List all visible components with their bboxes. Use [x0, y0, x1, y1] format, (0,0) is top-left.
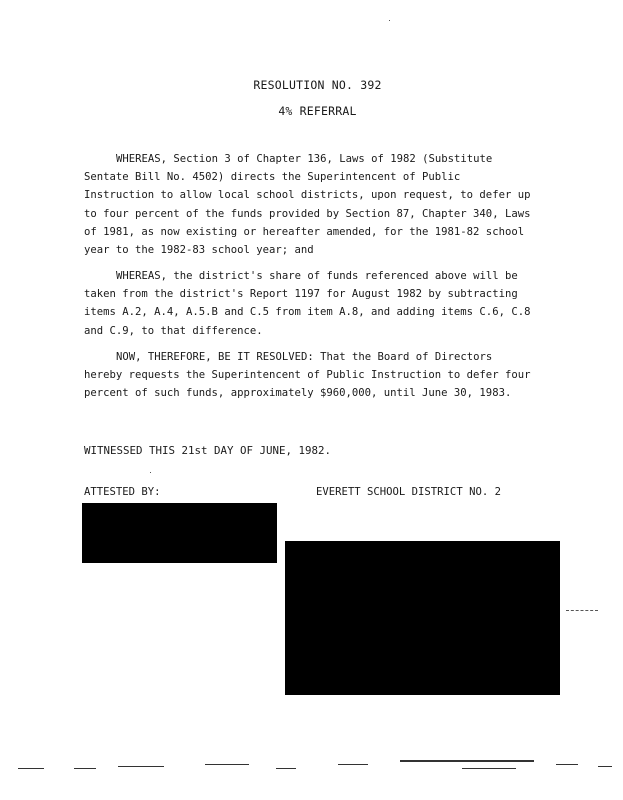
redaction-block-signatures	[285, 541, 560, 695]
paragraph-whereas-2: WHEREAS, the district's share of funds referenced above will be taken from the district's Report 1197 for August 1982 by subtracting items A.2, A.4, A.5.B and C.5 from item A.8, and adding items C.6, C.8 and C.9, to that difference.	[84, 270, 531, 337]
bottom-edge-mark	[18, 768, 44, 769]
bottom-edge-mark	[74, 768, 96, 769]
paragraph-resolved: NOW, THEREFORE, BE IT RESOLVED: That the Board of Directors hereby requests the Superintencent of Public Instruction to defer four percent of such funds, approximately $960,000, until June 30, 1983.	[84, 351, 531, 400]
resolution-title: RESOLUTION NO. 392	[253, 78, 382, 92]
bottom-edge-mark	[205, 764, 249, 765]
bottom-edge-mark	[556, 764, 578, 765]
resolution-subtitle: 4% REFERRAL	[278, 104, 357, 118]
bottom-edge-mark	[338, 764, 368, 765]
redaction-block-attestation	[82, 503, 277, 563]
attested-by-label: ATTESTED BY:	[84, 486, 161, 498]
scan-mark	[566, 610, 598, 611]
scan-speck	[150, 472, 151, 473]
bottom-edge-mark	[400, 760, 534, 762]
witness-line: WITNESSED THIS 21st DAY OF JUNE, 1982.	[84, 444, 332, 457]
scan-speck	[389, 20, 390, 21]
bottom-edge-mark	[462, 768, 516, 769]
paragraph-whereas-1: WHEREAS, Section 3 of Chapter 136, Laws of 1982 (Substitute Sentate Bill No. 4502) directs the Superintencent of Public Instruction to allow local school districts, upon request, to defer up to four percent of the funds provided by Section 87, Chapter 340, Laws of 1981, as now existing or hereafter amended, for the 1981-82 school year to the 1982-83 school year; and	[84, 153, 531, 257]
bottom-edge-mark	[118, 766, 164, 767]
district-name: EVERETT SCHOOL DISTRICT NO. 2	[316, 486, 501, 498]
bottom-edge-mark	[598, 766, 612, 767]
bottom-edge-mark	[276, 768, 296, 769]
